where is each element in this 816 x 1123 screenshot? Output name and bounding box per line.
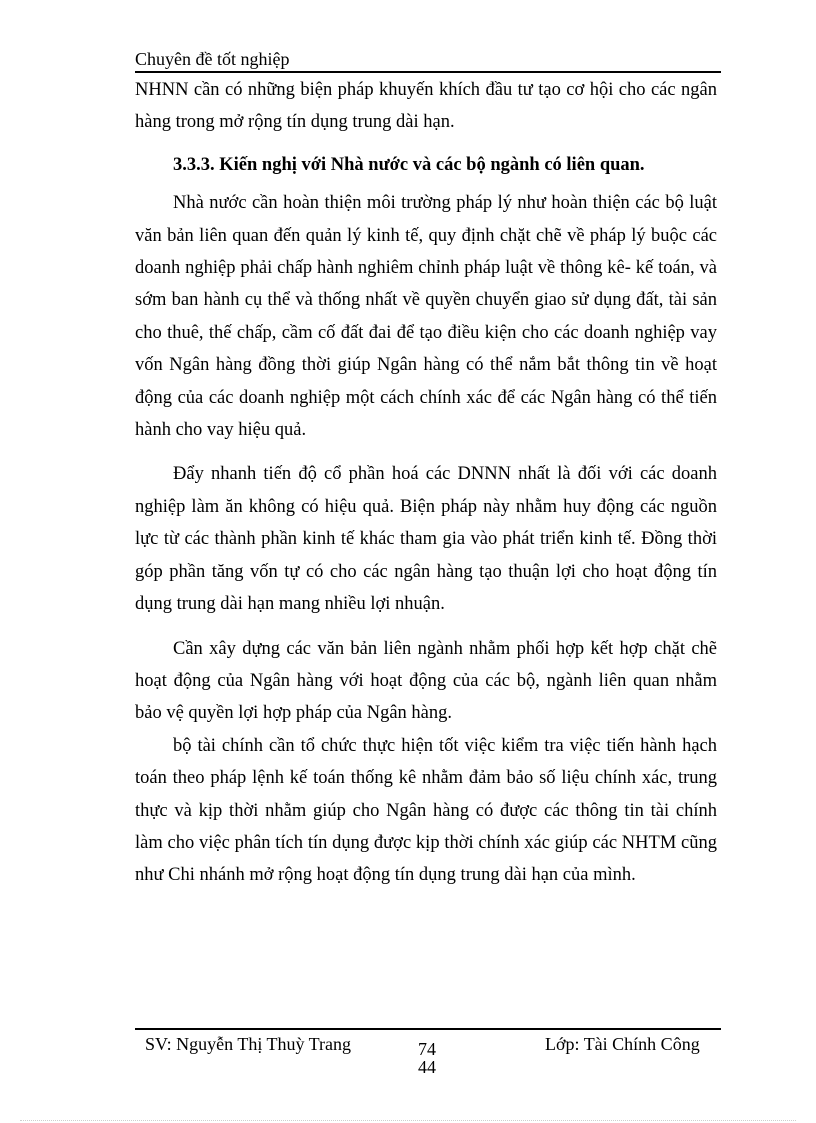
paragraph-1: Nhà nước cần hoàn thiện môi trường pháp lý như hoàn thiện các bộ luật văn bản liên quan đến quản lý kinh tế, quy định chặt chẽ về pháp lý buộc các doanh nghiệp phải chấp hành nghiêm chỉnh pháp luật về thông kê- kế toán, và sớm ban hành cụ thể và thống nhất về quyền chuyển giao sử dụng đất, tài sản cho thuê, thế chấp, cầm cố đất đai để tạo điều kiện cho các doanh nghiệp vay vốn Ngân hàng đồng thời giúp Ngân hàng có thể nắm bắt thông tin về hoạt động của các doanh nghiệp một cách chính xác để các Ngân hàng có thể tiến hành cho vay hiệu quả. [135, 193, 717, 441]
footer-divider [135, 1028, 721, 1030]
footer-student-name: SV: Nguyễn Thị Thuỳ Trang [145, 1034, 352, 1054]
paragraph-3: Cần xây dựng các văn bản liên ngành nhằm phối hợp kết hợp chặt chẽ hoạt động của Ngân hàng với hoạt động của các bộ, ngành liên quan nhằm bảo vệ quyền lợi hợp pháp của Ngân hàng. [135, 638, 717, 724]
section-heading: 3.3.3. Kiến nghị với Nhà nước và các bộ ngành có liên quan. [173, 154, 645, 175]
page-number-bottom: 44 [418, 1057, 436, 1077]
header-title: Chuyên đề tốt nghiệp [135, 49, 290, 69]
page-number-top: 74 [418, 1039, 436, 1059]
page-edge-dotted-line [20, 1120, 796, 1121]
header-divider [135, 71, 721, 73]
footer-class-name: Lớp: Tài Chính Công [545, 1034, 700, 1054]
page-number [418, 1040, 436, 1076]
paragraph-4: bộ tài chính cần tổ chức thực hiện tốt việc kiểm tra việc tiến hành hạch toán theo pháp lệnh kế toán thống kê nhằm đảm bảo số liệu chính xác, trung thực và kịp thời nhằm giúp cho Ngân hàng có được các thông tin tài chính làm cho việc phân tích tín dụng được kịp thời chính xác giúp các NHTM cũng như Chi nhánh mở rộng hoạt động tín dụng trung dài hạn của mình. [135, 735, 717, 886]
intro-paragraph: NHNN cần có những biện pháp khuyến khích đầu tư tạo cơ hội cho các ngân hàng trong mở rộng tín dụng trung dài hạn. [135, 80, 717, 133]
document-body [135, 74, 717, 892]
paragraph-2: Đẩy nhanh tiến độ cổ phần hoá các DNNN nhất là đối với các doanh nghiệp làm ăn không có hiệu quả. Biện pháp này nhằm huy động các nguồn lực từ các thành phần kinh tế khác tham gia vào phát triển kinh tế. Đồng thời góp phần tăng vốn tự có cho các ngân hàng tạo thuận lợi cho hoạt động tín dụng trung dài hạn mang nhiều lợi nhuận. [135, 464, 717, 615]
